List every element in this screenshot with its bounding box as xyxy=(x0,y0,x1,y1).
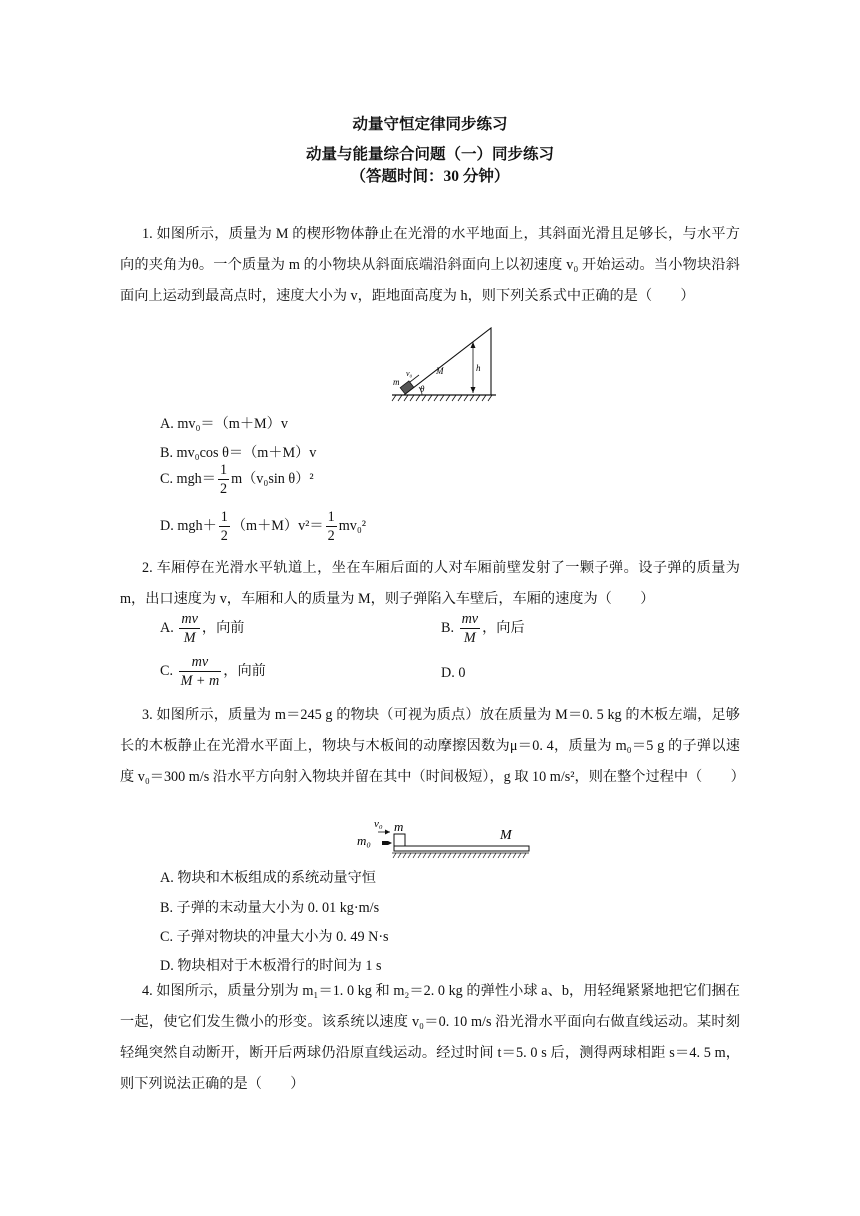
q2-option-c[interactable] xyxy=(160,655,266,688)
fraction xyxy=(218,463,229,496)
q2-option-a[interactable] xyxy=(160,612,244,645)
q1-option-d[interactable] xyxy=(160,510,366,543)
q2-option-a-label: A. xyxy=(160,619,174,636)
q2-option-b-label: B. xyxy=(441,619,455,636)
fraction xyxy=(326,510,337,543)
q2-option-b[interactable] xyxy=(441,612,525,645)
fraction-numerator: mv xyxy=(181,611,198,627)
figure-label-m0: m₀ xyxy=(357,833,371,848)
figure-label-v0: v₀ xyxy=(406,369,413,378)
question-4-stem: 4. 如图所示，质量分别为 m₁＝1. 0 kg 和 m₂＝2. 0 kg 的弹性小球 a、b，用轻绳紧紧地把它们捆在一起，使它们发生微小的形变。该系统以速度 v₀＝0. 10 m/s 沿光滑水平面向右做直线运动。某时刻轻绳突然自动断开，断开后两球仍沿原直线运动。经过时间 t＝5. 0 s 后，测得两球相距 s＝4. 5 m，则下列说法正确的是（ ） xyxy=(120,983,740,1092)
q1-option-c-prefix: C. mgh＝ xyxy=(160,470,216,487)
fraction xyxy=(179,612,200,645)
q2-option-d[interactable]: D. 0 xyxy=(441,665,466,681)
question-1-stem: 1. 如图所示，质量为 M 的楔形物体静止在光滑的水平地面上，其斜面光滑且足够长，与水平方向的夹角为θ。一个质量为 m 的小物块从斜面底端沿斜面向上以初速度 v₀ 开始运动。当小物块沿斜面向上运动到最高点时，速度大小为 v，距地面高度为 h，则下列关系式中正确的是（ ） xyxy=(120,226,740,304)
q3-option-c[interactable]: C. 子弹对物块的冲量大小为 0. 49 N·s xyxy=(160,929,389,945)
figure-bullet-block-board xyxy=(354,812,536,860)
q2-option-b-suffix: ，向后 xyxy=(482,619,525,636)
q1-option-a[interactable]: A. mv₀＝（m＋M）v xyxy=(160,416,288,432)
q3-option-a[interactable]: A. 物块和木板组成的系统动量守恒 xyxy=(160,870,376,886)
q1-option-d-middle: （m＋M）v²＝ xyxy=(231,517,324,534)
q1-option-d-prefix: D. mgh＋ xyxy=(160,517,217,534)
figure-label-M: M xyxy=(500,828,512,843)
q1-option-c[interactable] xyxy=(160,463,314,496)
q1-option-c-suffix: m（v₀sin θ）² xyxy=(231,470,314,487)
question-3-stem: 3. 如图所示，质量为 m＝245 g 的物块（可视为质点）放在质量为 M＝0. 5 kg 的木板左端，足够长的木板静止在光滑水平面上，物块与木板间的动摩擦因数为μ＝0. 4，质量为 m₀＝5 g 的子弹以速度 v₀＝300 m/s 沿水平方向射入物块并留在其中（时间极短），g 取 10 m/s²，则在整个过程中（ ） xyxy=(120,707,745,785)
question-2-stem: 2. 车厢停在光滑水平轨道上，坐在车厢后面的人对车厢前壁发射了一颗子弹。设子弹的质量为 m，出口速度为 v，车厢和人的质量为 M，则子弹陷入车壁后，车厢的速度为（ ） xyxy=(120,560,740,607)
fraction-numerator: 1 xyxy=(327,509,335,525)
q2-option-c-label: C. xyxy=(160,662,174,679)
fraction xyxy=(179,655,222,688)
fraction xyxy=(460,612,481,645)
q2-option-a-suffix: ，向前 xyxy=(201,619,245,636)
fraction-numerator: 1 xyxy=(220,509,228,525)
title-sub: 动量与能量综合问题（一）同步练习 xyxy=(305,146,554,163)
figure-label-m: m xyxy=(394,819,404,834)
fraction-numerator: mv xyxy=(191,654,209,670)
figure-label-theta: θ xyxy=(420,384,425,394)
figure-label-M: M xyxy=(436,366,444,376)
fraction xyxy=(219,510,230,543)
q3-option-b[interactable]: B. 子弹的末动量大小为 0. 01 kg·m/s xyxy=(160,900,380,916)
figure-wedge-diagram xyxy=(388,325,500,403)
q3-option-d[interactable]: D. 物块相对于木板滑行的时间为 1 s xyxy=(160,958,382,974)
fraction-numerator: 1 xyxy=(219,462,228,478)
fraction-denominator: M xyxy=(460,628,481,645)
figure-label-v0: v₀ xyxy=(374,818,383,830)
title-main: 动量守恒定律同步练习 xyxy=(352,116,508,133)
title-time: （答题时间：30 分钟） xyxy=(350,168,510,185)
q1-option-b[interactable]: B. mv₀cos θ＝（m＋M）v xyxy=(160,445,317,461)
fraction-numerator: mv xyxy=(461,611,479,627)
fraction-denominator: M xyxy=(179,628,200,645)
figure-label-m: m xyxy=(393,377,400,387)
figure-label-h: h xyxy=(476,363,481,373)
fraction-denominator: M + m xyxy=(180,673,220,690)
q1-option-d-suffix: mv₀² xyxy=(338,517,367,534)
fraction-denominator: 2 xyxy=(327,528,335,545)
fraction-denominator: 2 xyxy=(220,528,228,545)
fraction-denominator: 2 xyxy=(219,481,228,498)
q2-option-c-suffix: ，向前 xyxy=(223,662,266,679)
